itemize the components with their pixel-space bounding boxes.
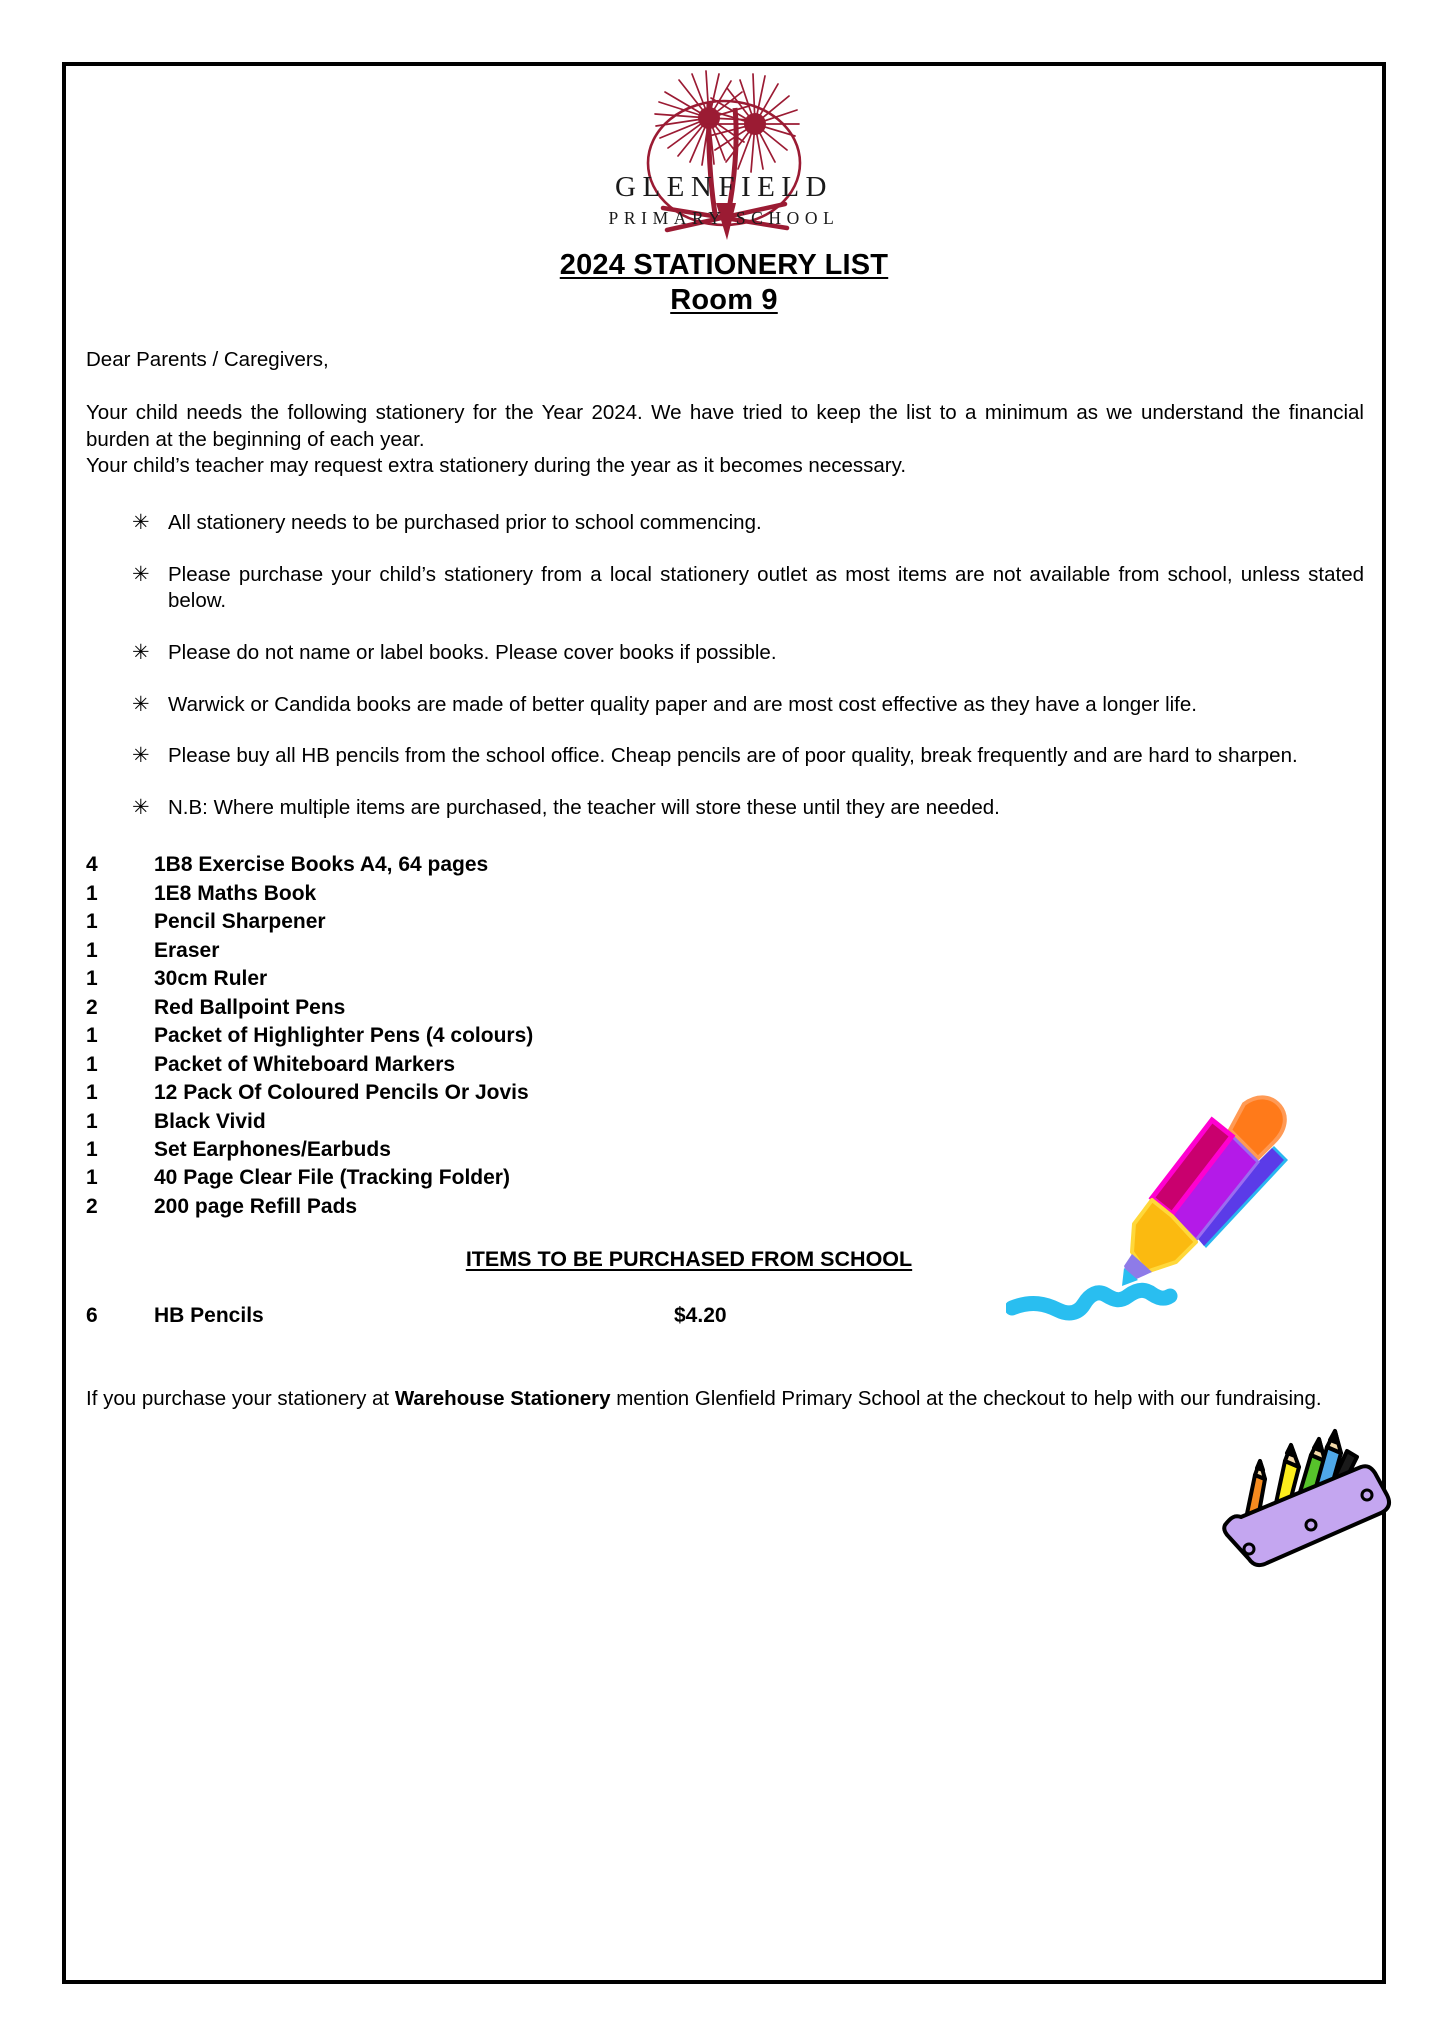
item-description: Red Ballpoint Pens — [154, 995, 346, 1019]
store-name: Warehouse Stationery — [394, 1387, 611, 1411]
item-quantity: 1 — [86, 1109, 98, 1133]
page-title — [76, 248, 1372, 282]
table-row — [86, 1051, 1372, 1079]
note-item — [132, 743, 1364, 770]
item-description: 40 Page Clear File (Tracking Folder) — [154, 1166, 510, 1190]
notes-list — [86, 510, 1364, 821]
school-items-heading-text: ITEMS TO BE PURCHASED FROM SCHOOL — [465, 1247, 913, 1272]
table-row — [86, 880, 1372, 908]
page-subtitle — [76, 283, 1372, 317]
item-description: Packet of Whiteboard Markers — [154, 1052, 456, 1076]
note-item-text: Please buy all HB pencils from the school office. Cheap pencils are of poor quality, break frequently and are hard to sharpen. — [168, 744, 1298, 768]
item-quantity: 2 — [86, 1194, 98, 1218]
note-item — [132, 795, 1364, 822]
fundraising-note-before: If you purchase your stationery at — [86, 1387, 395, 1411]
pencil-case-icon — [1211, 1421, 1411, 1591]
item-description: 12 Pack Of Coloured Pencils Or Jovis — [154, 1081, 529, 1105]
asterisk-bullet-icon: ✳ — [132, 692, 150, 716]
item-description: 200 page Refill Pads — [154, 1194, 358, 1218]
table-row — [86, 908, 1372, 936]
item-description: 30cm Ruler — [154, 967, 268, 991]
logo-name-primary-school: PRIMARY SCHOOL — [608, 208, 840, 228]
item-quantity: 1 — [86, 1052, 98, 1076]
school-logo — [76, 66, 1372, 246]
item-quantity: 1 — [86, 938, 98, 962]
page-content — [66, 66, 1382, 1980]
school-item-quantity: 6 — [86, 1304, 98, 1328]
item-description: Set Earphones/Earbuds — [154, 1138, 391, 1162]
asterisk-bullet-icon: ✳ — [132, 744, 150, 768]
item-description: Pencil Sharpener — [154, 910, 326, 934]
item-quantity: 1 — [86, 1024, 98, 1048]
intro-paragraph-1: Your child needs the following stationery for the Year 2024. We have tried to keep the list to a minimum as we understand the financial burden at the beginning of each year. — [86, 401, 1364, 451]
colour-pencil-drawing-icon — [1006, 1076, 1306, 1326]
item-description: Packet of Highlighter Pens (4 colours) — [154, 1024, 534, 1048]
note-item-text: Please purchase your child’s stationery from a local stationery outlet as most items are not available from school, unless stated below. — [168, 562, 1364, 613]
item-description: 1E8 Maths Book — [154, 881, 317, 905]
fundraising-note — [76, 1386, 1372, 1413]
note-item — [132, 510, 1364, 537]
fundraising-note-after: mention Glenfield Primary School at the checkout to help with our fundraising. — [610, 1387, 1322, 1411]
note-item-text: All stationery needs to be purchased prior to school commencing. — [168, 511, 762, 534]
intro-paragraph-2: Your child’s teacher may request extra stationery during the year as it becomes necessary. — [86, 454, 907, 478]
page-border — [62, 62, 1386, 1984]
item-quantity: 1 — [86, 881, 98, 905]
asterisk-bullet-icon: ✳ — [132, 795, 150, 819]
table-row — [86, 965, 1372, 993]
salutation: Dear Parents / Caregivers, — [86, 348, 329, 372]
asterisk-bullet-icon: ✳ — [132, 640, 150, 664]
item-quantity: 1 — [86, 1081, 98, 1105]
item-quantity: 1 — [86, 1166, 98, 1190]
item-description: Eraser — [154, 938, 220, 962]
note-item-text: N.B: Where multiple items are purchased, the teacher will store these until they are needed. — [168, 795, 1000, 819]
logo-name-glenfield: GLENFIELD — [615, 171, 833, 203]
item-description: Black Vivid — [154, 1109, 266, 1133]
school-item-description: HB Pencils — [154, 1304, 264, 1328]
asterisk-bullet-icon: ✳ — [132, 562, 150, 586]
item-quantity: 4 — [86, 853, 98, 877]
table-row — [86, 1022, 1372, 1050]
item-quantity: 2 — [86, 995, 98, 1019]
item-quantity: 1 — [86, 1138, 98, 1162]
school-item-price: $4.20 — [674, 1304, 727, 1328]
note-item — [132, 562, 1364, 615]
glenfield-logo-graphic — [559, 68, 889, 244]
item-description: 1B8 Exercise Books A4, 64 pages — [154, 853, 489, 877]
item-quantity: 1 — [86, 910, 98, 934]
page-title-text: 2024 STATIONERY LIST — [559, 249, 889, 281]
table-row — [86, 937, 1372, 965]
page-subtitle-text: Room 9 — [670, 284, 778, 317]
letter-body — [76, 347, 1372, 821]
note-item-text: Please do not name or label books. Please cover books if possible. — [168, 640, 777, 664]
item-quantity: 1 — [86, 967, 98, 991]
note-item — [132, 692, 1364, 719]
asterisk-bullet-icon: ✳ — [132, 511, 150, 534]
note-item-text: Warwick or Candida books are made of better quality paper and are most cost effective as they have a longer life. — [168, 692, 1197, 716]
table-row — [86, 994, 1372, 1022]
note-item — [132, 640, 1364, 667]
table-row — [86, 851, 1372, 879]
